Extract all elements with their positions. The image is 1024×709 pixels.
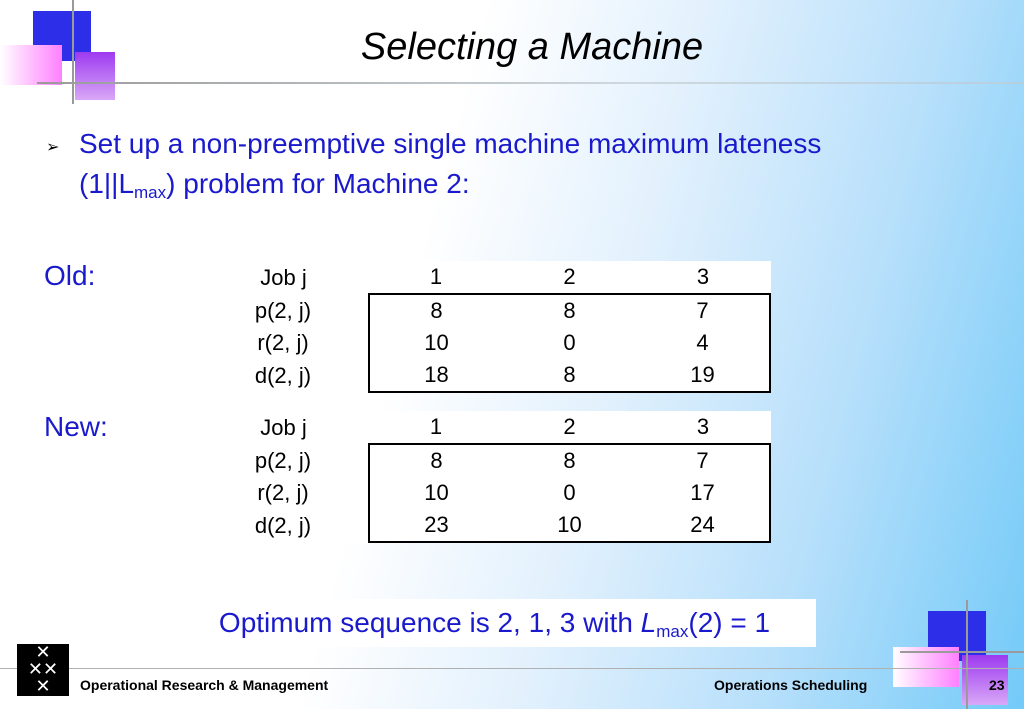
table-row	[198, 444, 770, 477]
table-cell: Job j	[260, 414, 307, 440]
decor-square-magenta	[893, 647, 959, 687]
optimum-statement	[173, 599, 816, 647]
table-cell: d(2, j)	[254, 362, 312, 388]
table-cell: 1	[429, 264, 443, 289]
table-cell: 8	[503, 359, 636, 392]
table-cell: 4	[636, 327, 770, 359]
table-cell: 8	[369, 444, 503, 477]
table-row	[198, 359, 770, 392]
table-cell: p(2, j)	[254, 447, 312, 473]
new-label: New:	[44, 411, 108, 442]
table-cell: 0	[563, 330, 576, 355]
bullet-line-2-pre: (1||L	[79, 168, 135, 199]
decor-vline	[966, 600, 968, 709]
optimum-text-pre: Optimum sequence is 2, 1, 3 with	[218, 607, 641, 638]
university-logo-icon: ✕ ✕✕ ✕	[17, 644, 69, 696]
table-cell: Job j	[260, 264, 307, 290]
decor-hline	[37, 82, 1024, 84]
page-title: Selecting a Machine	[360, 26, 704, 68]
table-row	[198, 509, 770, 542]
table-cell: 24	[636, 509, 770, 542]
old-label: Old:	[44, 260, 96, 291]
table-row	[198, 477, 770, 509]
optimum-text-post: (2) = 1	[688, 607, 771, 638]
table-row	[198, 327, 770, 359]
footer-divider	[0, 668, 1024, 669]
table-cell: 23	[369, 509, 503, 542]
table-cell: 7	[636, 444, 770, 477]
table-cell: 0	[563, 480, 576, 505]
table-cell: 19	[636, 359, 770, 392]
table-cell: r(2, j)	[257, 480, 309, 505]
page-number: 23	[989, 677, 1005, 693]
optimum-sub: max	[656, 622, 689, 641]
bullet-line-1: Set up a non-preemptive single machine maximum lateness	[79, 128, 822, 159]
table-header-row	[198, 261, 770, 294]
footer-right-text: Operations Scheduling	[714, 677, 868, 693]
table-cell: d(2, j)	[254, 512, 312, 538]
table-cell: 8	[503, 444, 636, 477]
table-cell: 3	[696, 414, 710, 439]
table-cell: 17	[636, 477, 770, 509]
bullet-arrow-icon: ➢	[46, 139, 60, 156]
table-cell: 18	[369, 359, 503, 392]
decor-hline	[900, 651, 1024, 653]
table-cell: 8	[369, 294, 503, 327]
table-cell: 10	[369, 477, 503, 509]
bullet-line-2-sub: max	[134, 183, 167, 202]
bullet-line-2-post: ) problem for Machine 2:	[166, 168, 470, 199]
table-cell: 2	[563, 414, 576, 439]
table-cell: r(2, j)	[257, 330, 309, 355]
old-table	[198, 261, 771, 393]
table-cell: p(2, j)	[254, 297, 312, 323]
table-header-row	[198, 411, 770, 444]
table-cell: 10	[369, 327, 503, 359]
footer-left-text: Operational Research & Management	[80, 677, 329, 693]
table-cell: 7	[636, 294, 770, 327]
table-cell: 1	[429, 414, 443, 439]
table-cell: 10	[503, 509, 636, 542]
bullet-text	[79, 124, 959, 204]
optimum-L: L	[640, 607, 657, 638]
table-cell: 3	[696, 264, 710, 289]
table-cell: 8	[503, 294, 636, 327]
table-row	[198, 294, 770, 327]
new-table	[198, 411, 771, 543]
table-cell: 2	[563, 264, 576, 289]
